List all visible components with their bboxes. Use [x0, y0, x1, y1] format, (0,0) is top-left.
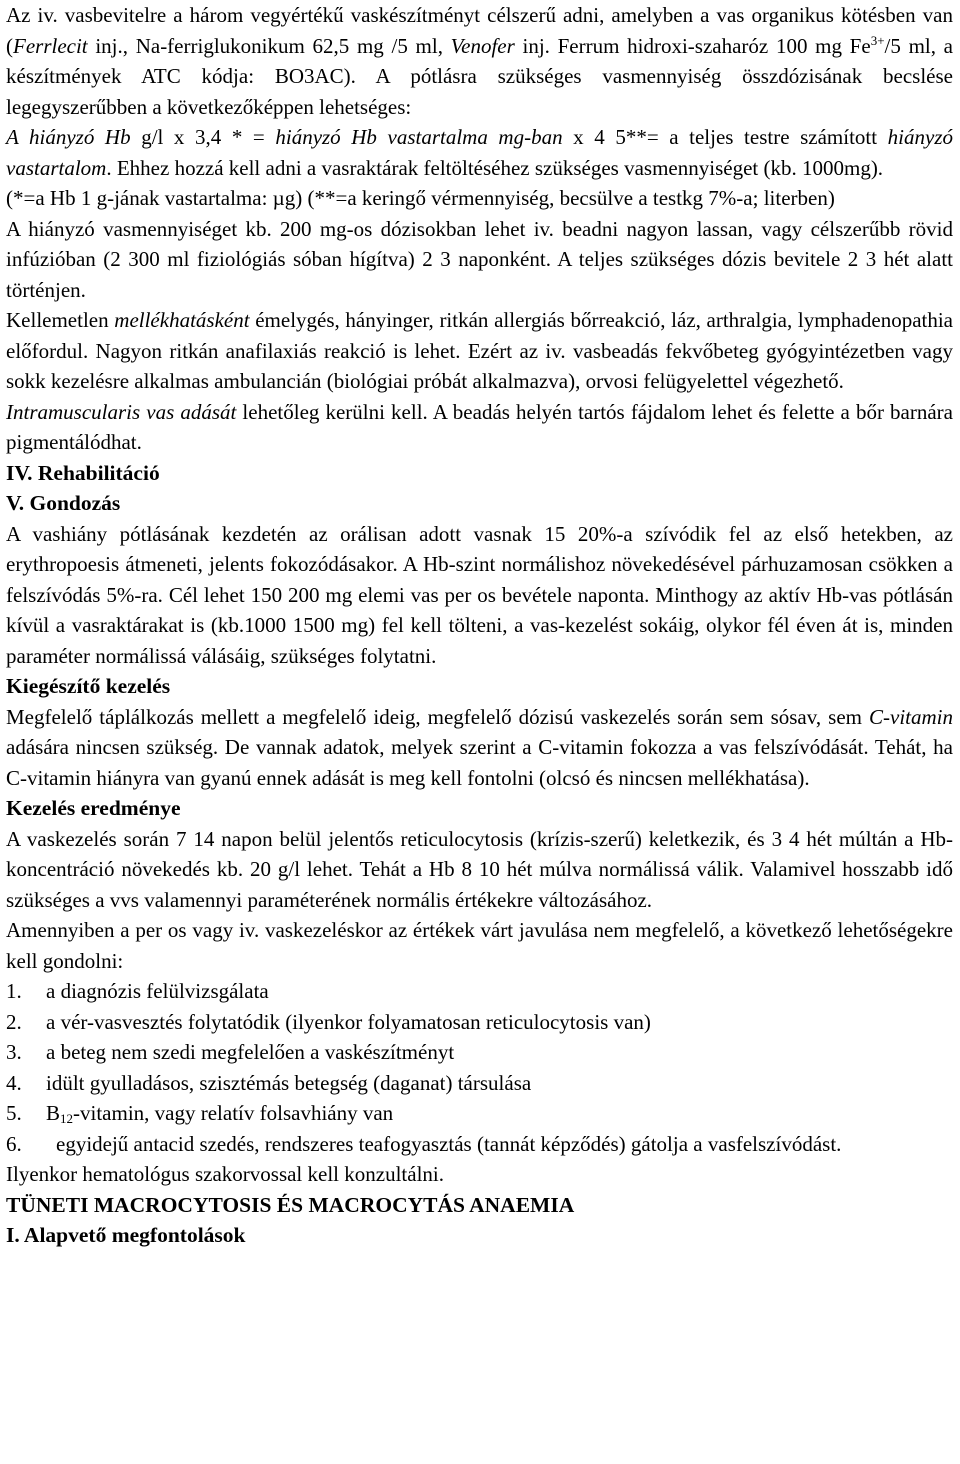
paragraph-result-1: A vaskezelés során 7 14 napon belül jelentős reticulocytosis (krízis-szerű) keletkezik, és 3 4 hét múltán a Hb-koncentráció növekedés kb. 20 g/l lehet. Tehát a Hb 8 10 hét múlva normálissá válik. Valamivel hosszabb idő szükséges a vvs valamennyi paraméterének normális értékekre változásához. — [6, 826, 953, 912]
subscript: 12 — [60, 1111, 74, 1126]
drug-name-venofer: Venofer — [450, 33, 515, 58]
list-item: 2. a vér-vasvesztés folytatódik (ilyenkor folyamatosan reticulocytosis van) — [6, 1009, 651, 1034]
list-item: 4. idült gyulladásos, szisztémás betegség (daganat) társulása — [6, 1070, 532, 1095]
heading-result: Kezelés eredménye — [6, 796, 181, 820]
paragraph-note: (*=a Hb 1 g-jának vastartalma: µg) (**=a keringő vérmennyiség, becsülve a testkg 7%-a; literben) — [6, 186, 835, 210]
numbered-list — [6, 976, 953, 1159]
paragraph-formula: A hiányzó Hb g/l x 3,4 * = hiányzó Hb vastartalma mg-ban x 4 5**= a teljes testre számított hiányzó vastartalom. Ehhez hozzá kell adni a vasraktárak feltöltéséhez szükséges vasmennyiséget (kb. 1000mg). — [6, 125, 953, 180]
paragraph-result-2: Amennyiben a per os vagy iv. vaskezeléskor az értékek várt javulása nem megfelelő, a következő lehetőségekre kell gondolni: — [6, 918, 953, 973]
list-item: 6. egyidejű antacid szedés, rendszeres teafogyasztás (tannát képződés) gátolja a vasfelszívódást. — [6, 1131, 842, 1156]
paragraph-iv-iron: Az iv. vasbevitelre a három vegyértékű vaskészítményt célszerű adni, amelyben a vas organikus kötésben van (Ferrlecit inj., Na-ferriglukonikum 62,5 mg /5 ml, Venofer inj. Ferrum hidroxi-szaharóz 100 mg $Fe^{3+}/5$ ml, a készítmények ATC kódja: BO3AC). A pótlásra szükséges vasmennyiség összdózisának becslése legegyszerűbben a következőképpen lehetséges: — [6, 3, 954, 119]
list-item: 3. a beteg nem szedi megfelelően a vaskészítményt — [6, 1040, 455, 1064]
list-item: 5. $B_{12}$-vitamin, vagy relatív folsavhiány van — [6, 1101, 394, 1126]
paragraph-consult: Ilyenkor hematológus szakorvossal kell konzultálni. — [6, 1162, 444, 1186]
paragraph-side-effects: Kellemetlen mellékhatásként émelygés, hányinger, ritkán allergiás bőrreakció, láz, arthralgia, lymphadenopathia előfordul. Nagyon ritkán anafilaxiás reakció is lehet. Ezért az iv. vasbeadás fekvőbeteg gyógyintézetben vagy sokk kezelésre alkalmas ambulancián (biológiai próbát alkalmazva), orvosi felügyelettel végezhető. — [6, 308, 954, 393]
paragraph-dose: A hiányzó vasmennyiséget kb. 200 mg-os dózisokban lehet iv. beadni nagyon lassan, vagy célszerűbb rövid infúzióban (2 300 ml fiziológiás sóban hígítva) 2 3 naponként. A teljes szükséges dózis bevitele 2 3 hét alatt történjen. — [6, 216, 953, 302]
heading-supplementary: Kiegészítő kezelés — [6, 674, 171, 698]
paragraph-intramuscular: Intramuscularis vas adását lehetőleg kerülni kell. A beadás helyén tartós fájdalom lehet és felette a bőr barnára pigmentálódhat. — [6, 399, 953, 454]
heading-macrocytosis: TÜNETI MACROCYTOSIS ÉS MACROCYTÁS ANAEMIA — [6, 1192, 575, 1217]
list-item: 1. a diagnózis felülvizsgálata — [6, 979, 269, 1003]
drug-name-ferrlecit: Ferrlecit — [13, 33, 88, 58]
heading-rehabilitation: IV. Rehabilitáció — [6, 460, 160, 485]
heading-basic-considerations: I. Alapvető megfontolások — [6, 1223, 246, 1247]
paragraph-care: A vashiány pótlásának kezdetén az orálisan adott vasnak 15 20%-a szívódik fel az első hetekben, az erythropoesis átmeneti, jelents fokozódásakor. A Hb-szint normálishoz növekedésével párhuzamosan csökken a felszívódás 5%-ra. Cél lehet 150 200 mg elemi vas per os bevétele naponta. Minthogy az aktív Hb-vas pótlásán kívül a vasraktárakat is (kb.1000 1500 mg) fel kell tölteni, a vas-kezelést sokáig, olykor fél éven át is, minden paraméter normálissá válásáig, szükséges folytatni. — [6, 521, 953, 668]
heading-care: V. Gondozás — [6, 491, 121, 515]
superscript: 3+ — [870, 32, 885, 48]
paragraph-supplementary: Megfelelő táplálkozás mellett a megfelelő ideig, megfelelő dózisú vaskezelés során sem sósav, sem C-vitamin adására nincsen szükség. De vannak adatok, melyek szerint a C-vitamin fokozza a vas felszívódását. Tehát, ha C-vitamin hiányra van gyanú ennek adását is meg kell fontolni (olcsó és nincsen mellékhatása). — [6, 704, 953, 790]
